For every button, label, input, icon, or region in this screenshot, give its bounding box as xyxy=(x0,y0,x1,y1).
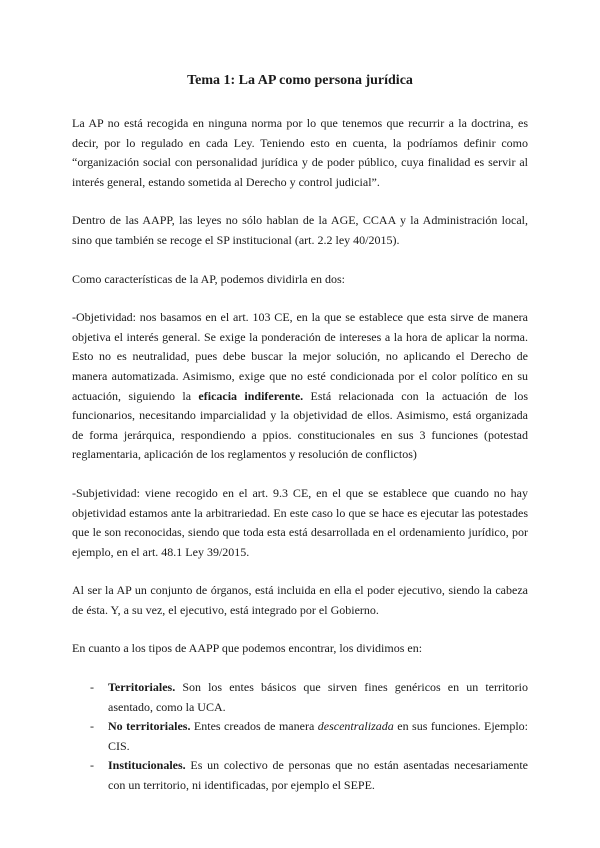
page-title: Tema 1: La AP como persona jurídica xyxy=(187,73,413,88)
objectivity-bold-term: eficacia indiferente. xyxy=(198,388,304,403)
paragraph-characteristics-intro: Como características de la AP, podemos dividirla en dos: xyxy=(72,271,345,286)
paragraph-subjectivity: -Subjetividad: viene recogido en el art. 9.3 CE, en el que se establece que cuando no hay objetividad estamos ante la arbitrariedad. En este caso lo que se hace es ejecutar las potestades que le son reconocidas, siendo que toda esta está desarrollada en el ordenamiento jurídico, por ejemplo, en el art. 48.1 Ley 39/2015. xyxy=(72,485,528,559)
list-item-term: Institucionales. xyxy=(108,758,186,773)
list-dash: - xyxy=(90,680,94,695)
objectivity-text-start: -Objetividad: nos basamos en el art. 103 CE, en la que se establece que esta sirve de manera objetiva el interés general. Se exige la ponderación de intereses a la hora de aplicar la norma. Esto no es neutralidad, pues debe buscar la mejor solución, no aplicando el Derecho de manera automatizada. Asimismo, exige que no esté condicionada por el color político en su actuación, siguiendo la xyxy=(72,310,528,403)
list-dash: - xyxy=(90,719,94,734)
list-item-text: en sus funciones. Ejemplo: CIS. xyxy=(108,719,528,753)
types-list xyxy=(72,678,528,796)
paragraph-types-intro: En cuanto a los tipos de AAPP que podemos encontrar, los dividimos en: xyxy=(72,641,423,656)
list-item-text: Son los entes básicos que sirven fines genéricos en un territorio asentado, como la UCA. xyxy=(108,680,528,714)
list-item-term: No territoriales. xyxy=(108,719,191,734)
list-item-institucionales xyxy=(72,756,528,795)
paragraph-aapp-scope: Dentro de las AAPP, las leyes no sólo hablan de la AGE, CCAA y la Administración local, sino que también se recoge el SP institucional (art. 2.2 ley 40/2015). xyxy=(72,213,528,247)
list-item-text: Entes creados de manera xyxy=(190,719,318,734)
list-item-territoriales xyxy=(72,678,528,717)
document-page xyxy=(72,72,528,796)
list-dash: - xyxy=(90,758,94,773)
objectivity-text-end: Está relacionada con la actuación de los funcionarios, necesitando imparcialidad y la objetividad de ellos. Asimismo, está organizada de forma jerárquica, respondiendo a ppios. constitucionales en sus 3 funciones (potestad reglamentaria, aplicación de los reglamentos y resolución de conflictos) xyxy=(72,388,528,462)
paragraph-definition: La AP no está recogida en ninguna norma por lo que tenemos que recurrir a la doctrina, es decir, por lo regulado en cada Ley. Teniendo esto en cuenta, la podríamos definir como “organización social con personalidad jurídica y de poder público, cuya finalidad es servir al interés general, estando sometida al Derecho y control judicial”. xyxy=(72,116,528,189)
list-item-text: Es un colectivo de personas que no están asentadas necesariamente con un territorio, ni identificadas, por ejemplo el SEPE. xyxy=(108,758,528,793)
list-item-no-territoriales xyxy=(72,717,528,756)
paragraph-objectivity xyxy=(72,308,528,465)
list-item-italic: descentralizada xyxy=(317,719,394,734)
paragraph-executive: Al ser la AP un conjunto de órganos, está incluida en ella el poder ejecutivo, siendo la cabeza de ésta. Y, a su vez, el ejecutivo, está integrado por el Gobierno. xyxy=(72,583,528,617)
list-item-term: Territoriales. xyxy=(108,680,176,695)
